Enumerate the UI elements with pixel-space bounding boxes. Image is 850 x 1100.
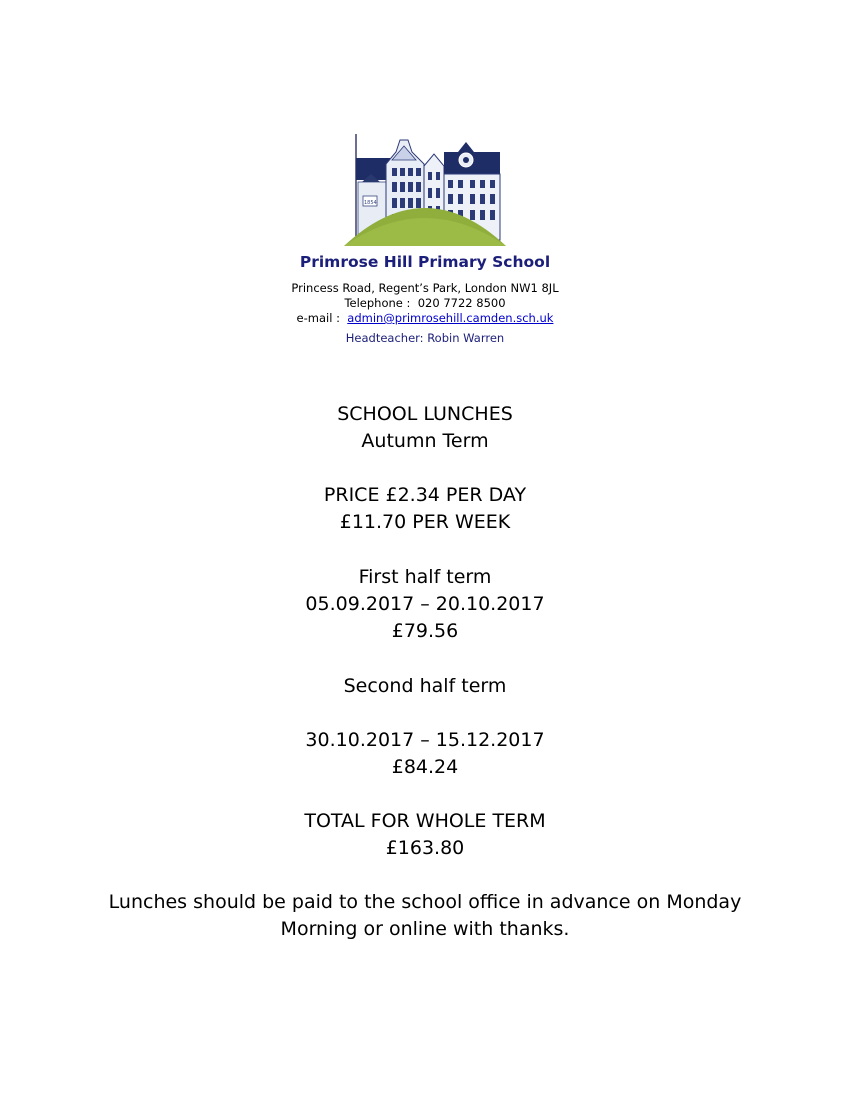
telephone-label: Telephone : xyxy=(344,296,411,310)
school-name: Primrose Hill Primary School xyxy=(299,253,551,271)
notice-term: Autumn Term xyxy=(361,430,489,452)
headteacher: Headteacher: Robin Warren xyxy=(345,331,505,345)
second-half-dates: 30.10.2017 – 15.12.2017 xyxy=(305,729,545,751)
first-half-label: First half term xyxy=(358,566,492,588)
telephone-number: 020 7722 8500 xyxy=(417,296,506,310)
email-label: e-mail : xyxy=(296,311,340,325)
total-label: TOTAL FOR WHOLE TERM xyxy=(304,810,546,832)
second-half-cost: £84.24 xyxy=(391,756,459,778)
payment-instructions-line-2: Morning or online with thanks. xyxy=(280,918,570,940)
school-address: Princess Road, Regent’s Park, London NW1 8JL xyxy=(291,281,559,295)
second-half-label: Second half term xyxy=(343,675,507,697)
price-per-week: £11.70 PER WEEK xyxy=(339,511,511,533)
logo-badge-text: 1854 xyxy=(364,200,377,206)
email-link[interactable]: admin@primrosehill.camden.sch.uk xyxy=(347,311,554,325)
total-cost: £163.80 xyxy=(385,837,465,859)
notice-title: SCHOOL LUNCHES xyxy=(337,403,513,425)
price-per-day: PRICE £2.34 PER DAY xyxy=(323,484,527,506)
first-half-cost: £79.56 xyxy=(391,620,459,642)
school-telephone xyxy=(0,296,850,310)
school-logo xyxy=(340,130,510,250)
school-email xyxy=(0,311,850,325)
payment-instructions-line-1: Lunches should be paid to the school office in advance on Monday xyxy=(108,891,742,913)
first-half-dates: 05.09.2017 – 20.10.2017 xyxy=(305,593,545,615)
